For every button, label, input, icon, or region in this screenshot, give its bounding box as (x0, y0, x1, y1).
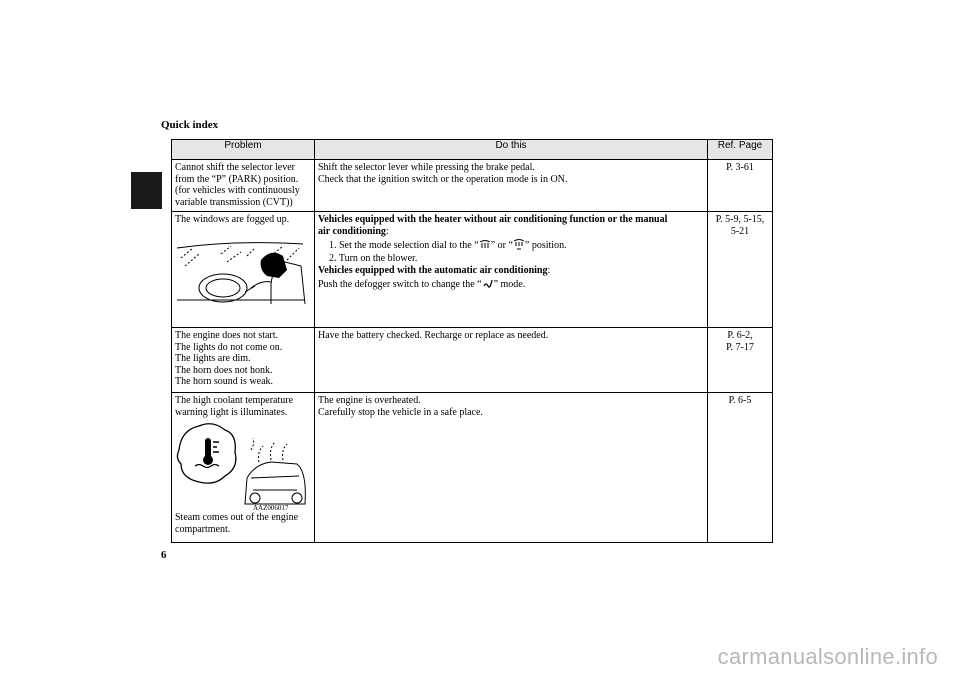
problem-line: The horn does not honk. (175, 364, 273, 376)
do-this-cell: Vehicles equipped with the heater without air conditioning function or the manual air conditioning: 1. Set the mode selection dial to the “ ” or “ ” position. 2. Turn on the blower. Vehicles equipped with the automatic air conditioning: Push the defogger switch to change the “ ” mode. (315, 212, 708, 328)
figure-code: AAZ006017 (253, 504, 289, 512)
problem-line: The lights do not come on. (175, 341, 283, 353)
ref-page-line: 5-21 (730, 225, 750, 237)
defogger-icon (482, 277, 494, 289)
problem-line: Steam comes out of the engine (175, 512, 299, 523)
problem-line: The horn sound is weak. (175, 376, 274, 387)
ref-page-line: P. 7-17 (726, 341, 754, 353)
vehicle-type-heading: Vehicles equipped with the heater without air conditioning function or the manual (318, 214, 668, 225)
do-this-cell (315, 393, 708, 543)
step-1-text: ” or “ (490, 240, 513, 251)
instruction-line: The engine is overheated. (318, 395, 421, 406)
step-1-text: 1. Set the mode selection dial to the “ (329, 240, 479, 251)
problem-cell (172, 212, 315, 328)
page-number: 6 (161, 549, 167, 561)
vehicle-type-heading-continued: air conditioning (318, 225, 386, 237)
problem-line: The lights are dim. (175, 353, 251, 364)
ref-page-cell: P. 6-5 (708, 393, 773, 543)
problem-line: variable transmission (CVT)) (175, 196, 293, 208)
overheated-car-illustration (175, 418, 309, 512)
section-tab-marker (131, 172, 162, 209)
instruction-line: Have the battery checked. Recharge or replace as needed. (318, 330, 549, 341)
instruction-line: Shift the selector lever while pressing the brake pedal. (318, 162, 535, 173)
step-1 (329, 238, 704, 252)
step-2: 2. Turn on the blower. (329, 252, 418, 264)
ref-page-line: P. 5-9, 5-15, (715, 214, 765, 225)
column-header-do-this: Do this (315, 140, 708, 160)
instruction-text: ” mode. (493, 278, 526, 290)
defroster-icon (479, 238, 491, 250)
ref-page-line: P. 6-2, (727, 330, 753, 341)
problem-line: (for vehicles with continuously (175, 185, 300, 196)
column-header-problem: Problem (172, 140, 315, 160)
problem-line: warning light is illuminates. (175, 406, 288, 418)
problem-line: Cannot shift the selector lever (175, 162, 295, 173)
instruction-line (318, 277, 704, 291)
watermark-text: carmanualsonline.info (717, 644, 938, 669)
table-row (172, 212, 773, 328)
driver-fogged-window-illustration (175, 226, 309, 306)
problem-line: The engine does not start. (175, 330, 279, 341)
problem-line: The windows are fogged up. (175, 214, 290, 225)
vehicle-type-heading: Vehicles equipped with the automatic air conditioning (318, 265, 548, 276)
ref-page-cell (708, 212, 773, 328)
do-this-cell (315, 160, 708, 212)
ref-page-cell (708, 328, 773, 393)
problem-cell (172, 328, 315, 393)
problem-cell (172, 393, 315, 543)
coolant-temperature-warning-icon (177, 424, 235, 483)
instruction-line: Carefully stop the vehicle in a safe place. (318, 406, 483, 418)
column-header-ref-page: Ref. Page (708, 140, 773, 160)
table-row (172, 328, 773, 393)
do-this-cell (315, 328, 708, 393)
quick-index-table (171, 139, 773, 543)
instruction-text: Push the defogger switch to change the “ (318, 278, 482, 290)
problem-cell (172, 160, 315, 212)
foot-defroster-icon (513, 238, 525, 250)
instruction-line: Check that the ignition switch or the operation mode is in ON. (318, 173, 568, 185)
problem-line: from the “P” (PARK) position. (175, 173, 299, 185)
ref-page-cell: P. 3-61 (708, 160, 773, 212)
table-header-row (172, 140, 773, 160)
section-title: Quick index (161, 119, 219, 131)
step-1-text: ” position. (524, 240, 567, 251)
table-row (172, 393, 773, 543)
problem-line: compartment. (175, 523, 231, 535)
problem-line: The high coolant temperature (175, 395, 294, 406)
table-row (172, 160, 773, 212)
